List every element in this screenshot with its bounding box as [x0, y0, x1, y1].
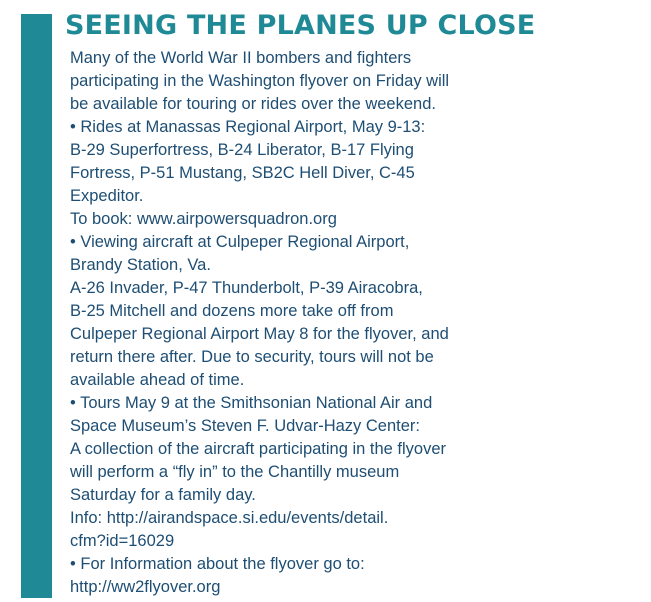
body-line: be available for touring or rides over the weekend. — [70, 95, 436, 113]
body-line: • Rides at Manassas Regional Airport, May 9-13: — [70, 118, 426, 136]
body-line: Fortress, P-51 Mustang, SB2C Hell Diver, C-45 — [70, 164, 415, 182]
body-line: Saturday for a family day. — [70, 486, 256, 504]
body-line: • For Information about the flyover go to: — [70, 555, 365, 573]
article-headline: SEEING THE PLANES UP CLOSE — [65, 10, 536, 41]
body-line: Many of the World War II bombers and fighters — [70, 49, 412, 67]
teal-sidebar-bar — [21, 14, 52, 598]
body-line: Space Museum’s Steven F. Udvar-Hazy Center: — [70, 417, 421, 435]
body-line: available ahead of time. — [70, 371, 245, 389]
body-line: • Tours May 9 at the Smithsonian National Air and — [70, 394, 433, 412]
body-line: Culpeper Regional Airport May 8 for the flyover, and — [70, 325, 449, 343]
body-line: http://ww2flyover.org — [70, 578, 221, 596]
body-line: Info: http://airandspace.si.edu/events/detail. — [70, 509, 389, 527]
body-line: B-29 Superfortress, B-24 Liberator, B-17 Flying — [70, 141, 414, 159]
body-line: Expeditor. — [70, 187, 144, 205]
article-body — [70, 47, 645, 599]
body-line: To book: www.airpowersquadron.org — [70, 210, 337, 228]
body-line: B-25 Mitchell and dozens more take off from — [70, 302, 394, 320]
body-line: participating in the Washington flyover on Friday will — [70, 72, 450, 90]
body-line: return there after. Due to security, tours will not be — [70, 348, 434, 366]
body-line: cfm?id=16029 — [70, 532, 175, 550]
body-line: Brandy Station, Va. — [70, 256, 211, 274]
body-line: A-26 Invader, P-47 Thunderbolt, P-39 Airacobra, — [70, 279, 423, 297]
body-line: will perform a “fly in” to the Chantilly museum — [70, 463, 400, 481]
body-line: A collection of the aircraft participating in the flyover — [70, 440, 447, 458]
body-line: • Viewing aircraft at Culpeper Regional Airport, — [70, 233, 410, 251]
